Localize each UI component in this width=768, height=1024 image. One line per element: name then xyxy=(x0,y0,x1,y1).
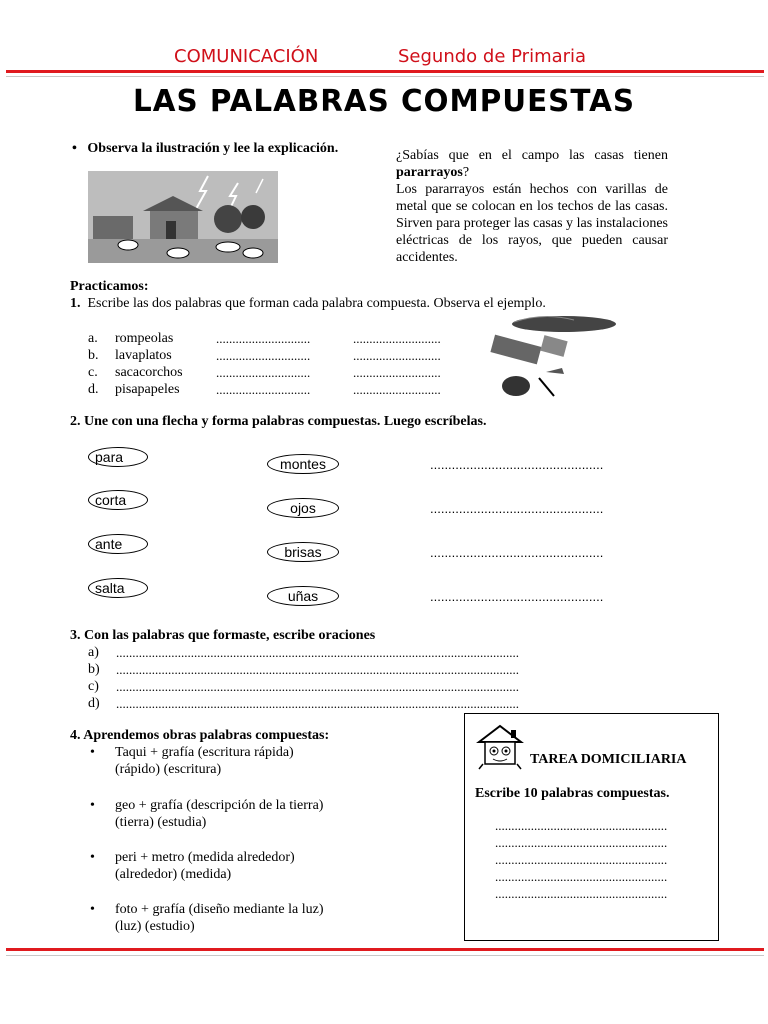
homework-title: TAREA DOMICILIARIA xyxy=(530,752,687,767)
bullet-icon: • xyxy=(90,902,95,917)
blank-field[interactable]: ............................. xyxy=(216,365,311,380)
blank-field[interactable]: ........................... xyxy=(353,382,441,397)
q1-list xyxy=(88,330,468,398)
homework-blank[interactable]: ..................................................... xyxy=(495,835,668,850)
bullet-icon: • xyxy=(90,745,95,760)
header-grade: Segundo de Primaria xyxy=(398,46,587,67)
footer-divider xyxy=(6,948,764,951)
q3-lines xyxy=(88,644,608,712)
list-item: • foto + grafía (diseño mediante la luz) (luz) (estudio) xyxy=(90,902,324,934)
q1-label: 1. Escribe las dos palabras que forman cada palabra compuesta. Observa el ejemplo. xyxy=(70,296,546,311)
footer-divider-thin xyxy=(6,955,764,956)
list-item: • geo + grafía (descripción de la tierra) (tierra) (estudia) xyxy=(90,798,324,830)
list-item: a) ............................................................................................................................ xyxy=(88,644,608,661)
lightning-house-illustration xyxy=(88,171,278,263)
blank-field[interactable]: ............................. xyxy=(216,382,311,397)
list-item: a. rompeolas ............................. ........................... xyxy=(88,331,441,346)
list-item: c. sacacorchos ............................. ........................... xyxy=(88,365,441,380)
q2-label: 2. Une con una flecha y forma palabras compuestas. Luego escríbelas. xyxy=(70,414,487,429)
practice-heading: Practicamos: xyxy=(70,279,149,294)
word-oval-para[interactable]: para xyxy=(88,447,148,467)
homework-blank[interactable]: ..................................................... xyxy=(495,852,668,867)
blank-field[interactable]: ............................. xyxy=(216,348,311,363)
sentence-blank[interactable]: ............................................................................................................................ xyxy=(116,662,519,677)
word-oval-corta[interactable]: corta xyxy=(88,490,148,510)
blank-field[interactable]: ........................... xyxy=(353,348,441,363)
list-item: b. lavaplatos ............................. ........................... xyxy=(88,348,441,363)
answer-blank[interactable]: ................................................ xyxy=(430,545,604,560)
word-oval-ojos[interactable]: ojos xyxy=(267,498,339,518)
q4-label: 4. Aprendemos obras palabras compuestas: xyxy=(70,728,330,743)
sentence-blank[interactable]: ............................................................................................................................ xyxy=(116,645,519,660)
answer-blank[interactable]: ................................................ xyxy=(430,457,604,472)
word-oval-unas[interactable]: uñas xyxy=(267,586,339,606)
list-item: c) ............................................................................................................................ xyxy=(88,678,608,695)
homework-instruction: Escribe 10 palabras compuestas. xyxy=(475,786,670,801)
word-oval-ante[interactable]: ante xyxy=(88,534,148,554)
word-oval-brisas[interactable]: brisas xyxy=(267,542,339,562)
word-oval-montes[interactable]: montes xyxy=(267,454,339,474)
blank-field[interactable]: ........................... xyxy=(353,365,441,380)
bullet-icon: • xyxy=(72,141,77,156)
bullet-icon: • xyxy=(90,850,95,865)
word-oval-salta[interactable]: salta xyxy=(88,578,148,598)
answer-blank[interactable]: ................................................ xyxy=(430,589,604,604)
intro-bullet: • Observa la ilustración y lee la explicación. xyxy=(72,141,339,156)
homework-box xyxy=(464,713,719,941)
list-item: • peri + metro (medida alrededor) (alrededor) (medida) xyxy=(90,850,295,882)
page-title: LAS PALABRAS COMPUESTAS xyxy=(133,84,635,119)
bullet-icon: • xyxy=(90,798,95,813)
homework-lines xyxy=(495,817,667,902)
intro-paragraph: ¿Sabías que en el campo las casas tienen pararrayos? Los pararrayos están hechos con varillas de metal que se colocan en los techos de las casas. Sirven para proteger las casas y las instalaciones eléctricas de los rayos, que pueden causar accidentes. xyxy=(396,148,668,265)
header-divider xyxy=(6,70,764,73)
blank-field[interactable]: ........................... xyxy=(353,331,441,346)
header-divider-thin xyxy=(6,76,764,77)
answer-blank[interactable]: ................................................ xyxy=(430,501,604,516)
homework-blank[interactable]: ..................................................... xyxy=(495,886,668,901)
sentence-blank[interactable]: ............................................................................................................................ xyxy=(116,696,519,711)
list-item: b) ............................................................................................................................ xyxy=(88,661,608,678)
q3-label: 3. Con las palabras que formaste, escribe oraciones xyxy=(70,628,376,643)
blank-field[interactable]: ............................. xyxy=(216,331,311,346)
list-item: d. pisapapeles ............................. ........................... xyxy=(88,382,441,397)
house-mascot-icon xyxy=(475,722,525,770)
compound-objects-illustration xyxy=(484,312,620,402)
sentence-blank[interactable]: ............................................................................................................................ xyxy=(116,679,519,694)
header-subject: COMUNICACIÓN xyxy=(174,46,319,67)
list-item: d) ............................................................................................................................ xyxy=(88,695,608,712)
homework-blank[interactable]: ..................................................... xyxy=(495,818,668,833)
homework-blank[interactable]: ..................................................... xyxy=(495,869,668,884)
list-item: • Taqui + grafía (escritura rápida) (rápido) (escritura) xyxy=(90,745,294,777)
